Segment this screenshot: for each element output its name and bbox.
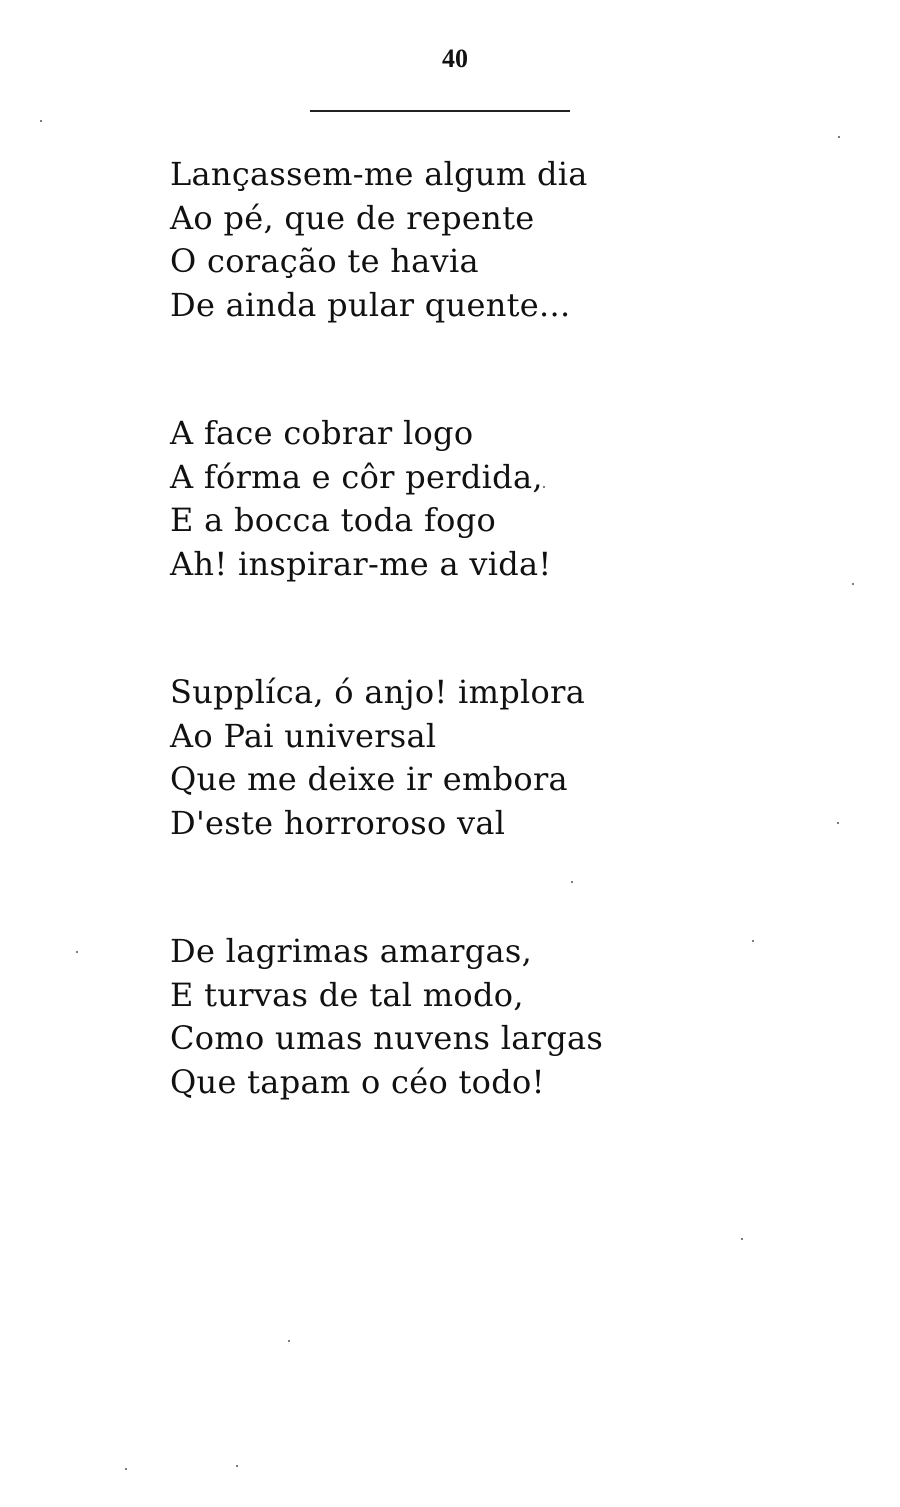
paper-speck xyxy=(741,1238,743,1240)
verse-line: A face cobrar logo xyxy=(170,414,474,452)
paper-speck xyxy=(125,1468,127,1470)
stanza-2 xyxy=(170,412,790,586)
verse-line: E turvas de tal modo, xyxy=(170,975,524,1014)
verse-line: D'este horroroso val xyxy=(170,803,506,842)
verse-line: Como umas nuvens largas xyxy=(170,1019,604,1057)
header-rule xyxy=(310,110,570,112)
paper-speck xyxy=(838,136,840,138)
verse-line: Ao pé, que de repente xyxy=(170,198,535,237)
verse-line: Lançassem-me algum dia xyxy=(170,155,588,193)
paper-speck xyxy=(852,583,854,585)
verse-line: Que me deixe ir embora xyxy=(170,760,568,798)
verse-line: Ah! inspirar-me a vida! xyxy=(170,544,552,583)
paper-speck xyxy=(40,120,42,122)
paper-speck xyxy=(76,951,78,953)
verse-line: Ao Pai universal xyxy=(170,716,437,755)
stanza-4 xyxy=(170,930,790,1104)
verse-line: De lagrimas amargas, xyxy=(170,932,533,970)
page-number: 40 xyxy=(442,44,468,73)
paper-speck xyxy=(288,1340,290,1342)
verse-line: A fórma e côr perdida, xyxy=(170,457,543,496)
verse-line: E a bocca toda fogo xyxy=(170,501,497,539)
poem xyxy=(170,153,790,1104)
stanza-1 xyxy=(170,153,790,327)
paper-speck xyxy=(571,881,573,883)
stanza-3 xyxy=(170,671,790,845)
paper-speck xyxy=(837,822,839,824)
verse-line: O coração te havia xyxy=(170,242,479,280)
verse-line: Que tapam o céo todo! xyxy=(170,1062,545,1101)
paper-speck xyxy=(236,1465,238,1467)
paper-speck xyxy=(752,940,754,942)
paper-speck xyxy=(543,486,545,488)
verse-line: De ainda pular quente... xyxy=(170,285,571,324)
verse-line: Supplíca, ó anjo! implora xyxy=(170,673,586,711)
